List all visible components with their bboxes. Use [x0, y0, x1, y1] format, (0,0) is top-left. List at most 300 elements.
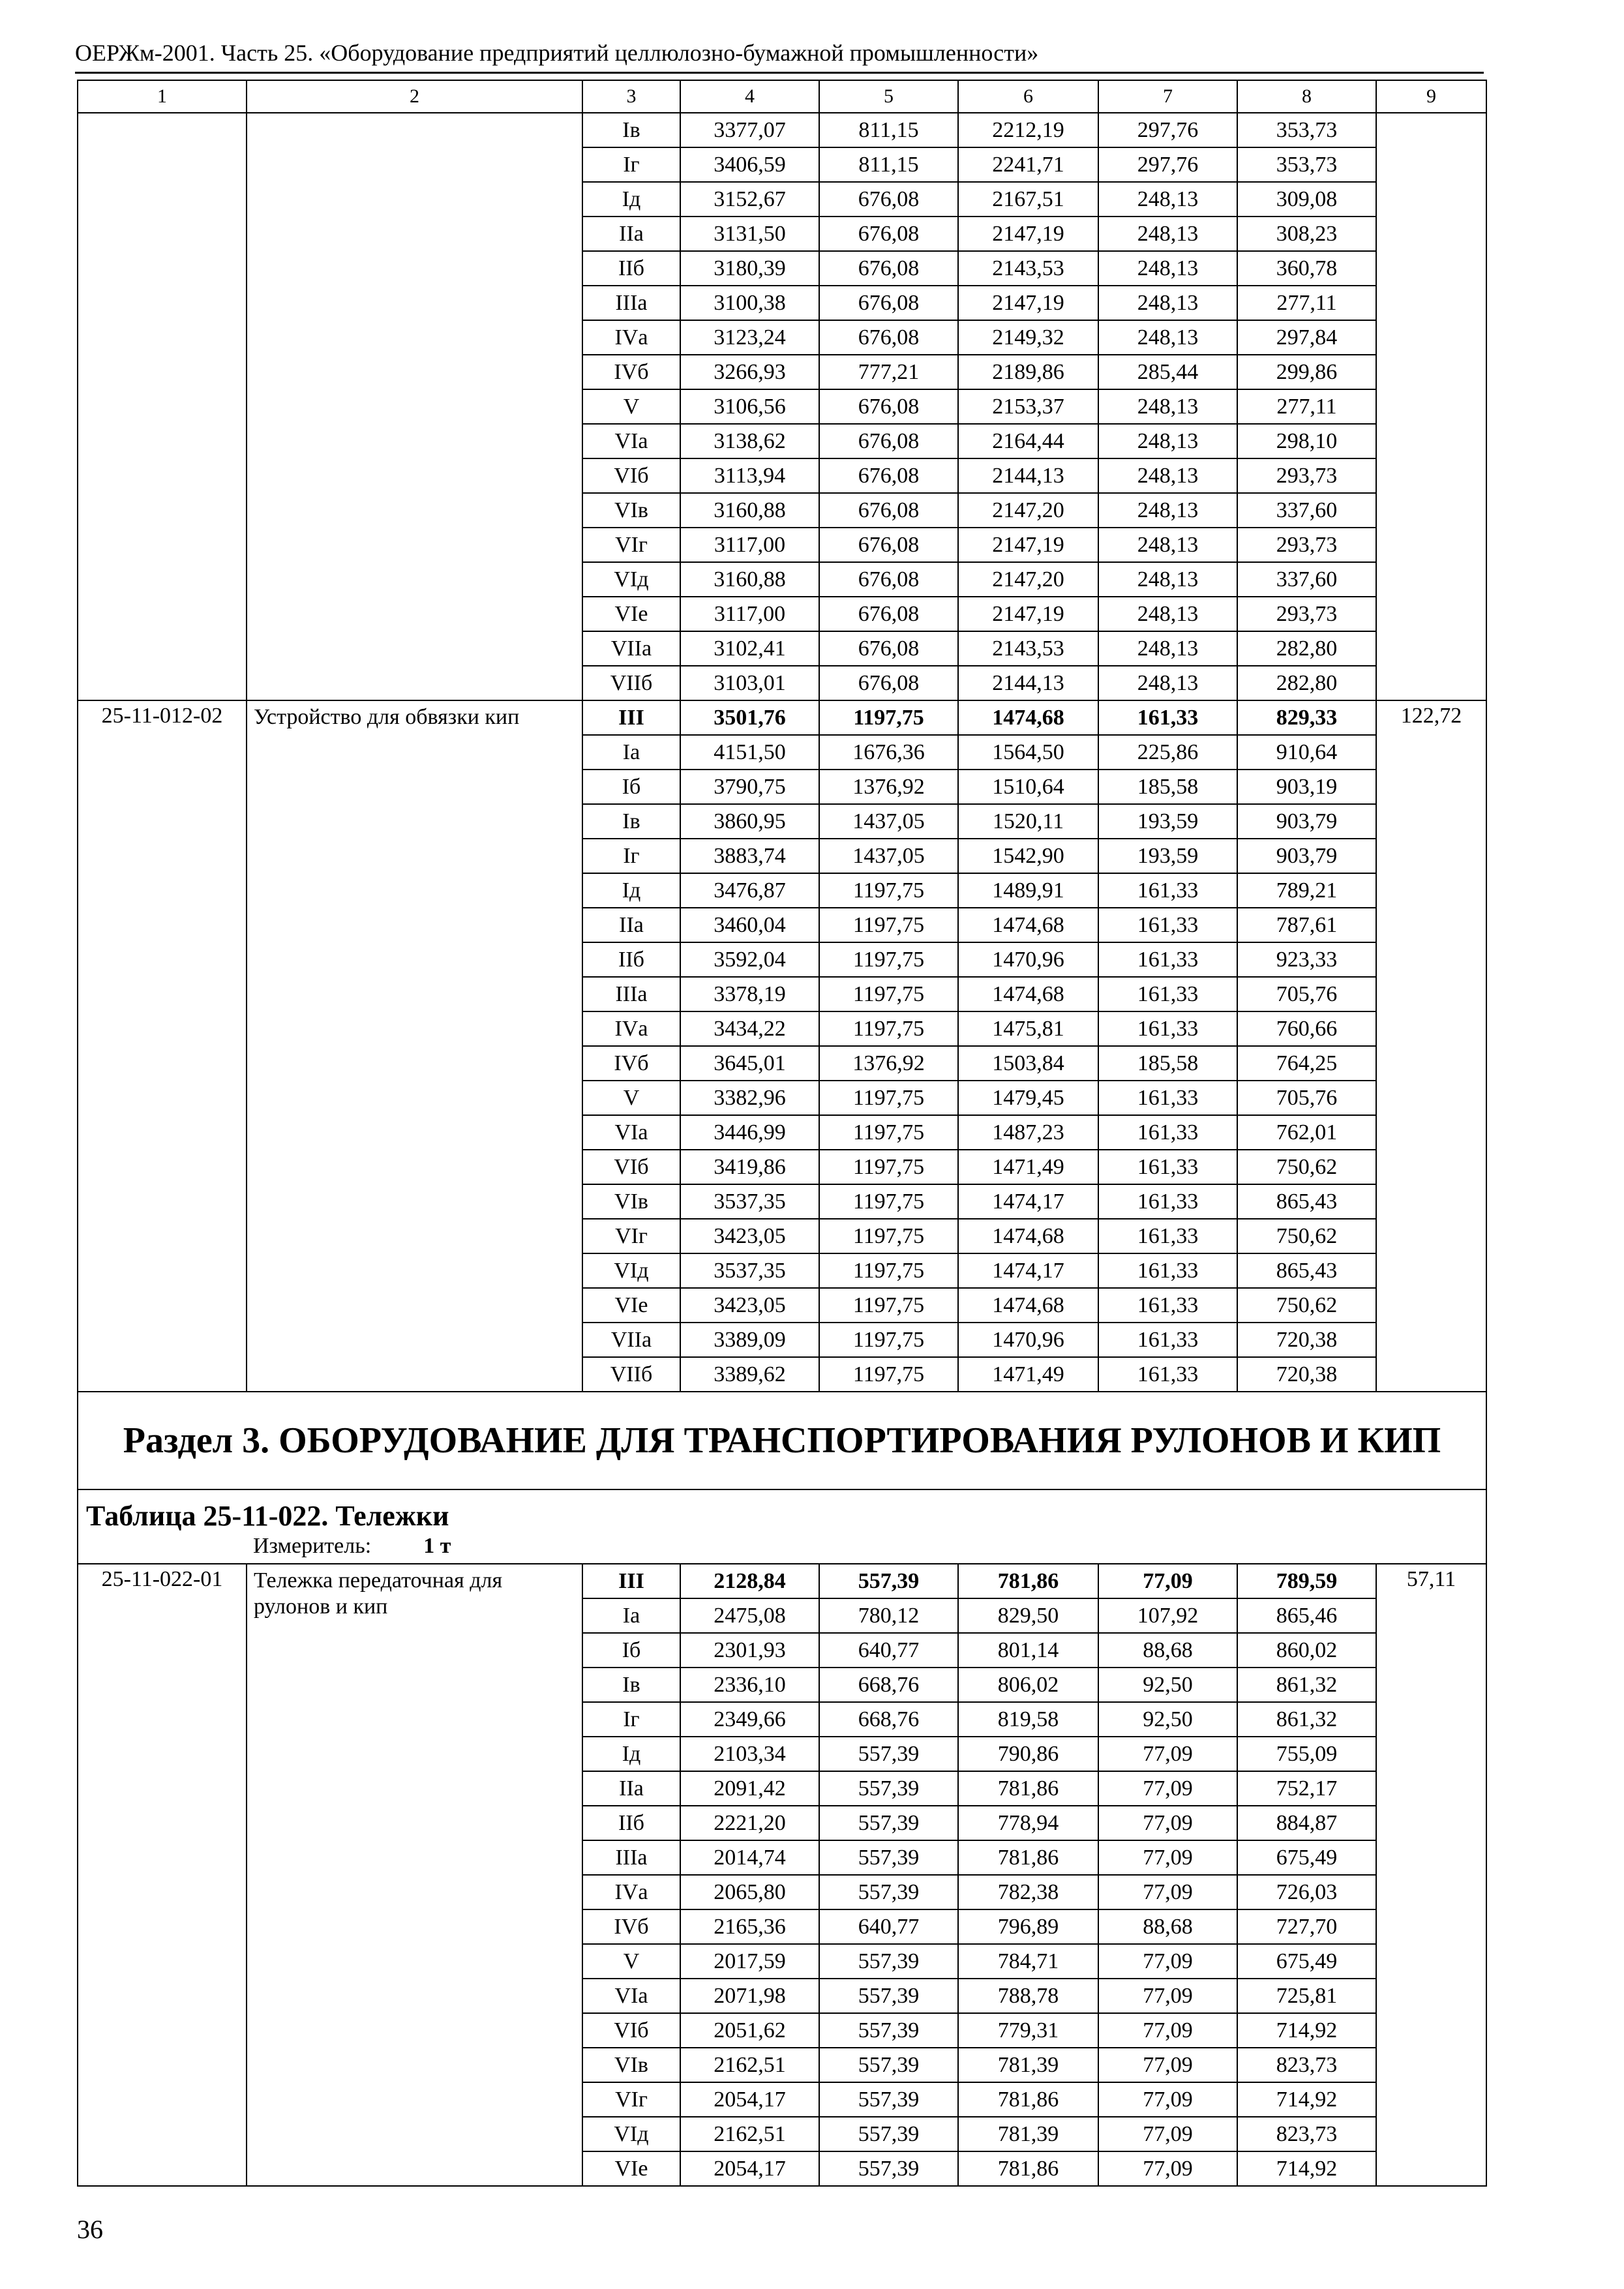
materials-cell: 789,59 [1237, 1564, 1376, 1598]
wages-cell: 1197,75 [819, 1150, 958, 1184]
materials-cell: 299,86 [1237, 355, 1376, 389]
operators-wages-cell: 193,59 [1098, 839, 1237, 873]
operators-wages-cell: 161,33 [1098, 700, 1237, 735]
operators-wages-cell: 161,33 [1098, 1219, 1237, 1253]
zone-cell: VIIа [582, 631, 680, 666]
zone-cell: IIа [582, 217, 680, 251]
materials-cell: 726,03 [1237, 1875, 1376, 1909]
materials-cell: 903,79 [1237, 839, 1376, 873]
operators-wages-cell: 161,33 [1098, 1357, 1237, 1392]
wages-cell: 557,39 [819, 1737, 958, 1771]
materials-cell: 293,73 [1237, 597, 1376, 631]
operators-wages-cell: 77,09 [1098, 2048, 1237, 2082]
zone-cell: Iв [582, 804, 680, 839]
operators-wages-cell: 248,13 [1098, 493, 1237, 528]
machines-cell: 1474,68 [958, 1219, 1098, 1253]
total-cost-cell: 3537,35 [680, 1253, 819, 1288]
wages-cell: 557,39 [819, 1771, 958, 1806]
machines-cell: 2143,53 [958, 251, 1098, 286]
machines-cell: 2144,13 [958, 458, 1098, 493]
total-cost-cell: 2162,51 [680, 2048, 819, 2082]
operators-wages-cell: 161,33 [1098, 1288, 1237, 1323]
machines-cell: 782,38 [958, 1875, 1098, 1909]
total-cost-cell: 3382,96 [680, 1081, 819, 1115]
materials-cell: 705,76 [1237, 977, 1376, 1011]
rate-name: Устройство для обвязки кип [247, 700, 582, 1392]
machines-cell: 2147,19 [958, 597, 1098, 631]
operators-wages-cell: 248,13 [1098, 597, 1237, 631]
machines-cell: 781,86 [958, 1564, 1098, 1598]
total-cost-cell: 2014,74 [680, 1840, 819, 1875]
materials-cell: 298,10 [1237, 424, 1376, 458]
zone-cell: IIб [582, 1806, 680, 1840]
wages-cell: 557,39 [819, 1979, 958, 2013]
column-number: 5 [819, 80, 958, 113]
wages-cell: 1197,75 [819, 1219, 958, 1253]
total-cost-cell: 2475,08 [680, 1598, 819, 1633]
wages-cell: 676,08 [819, 597, 958, 631]
table-caption [78, 1489, 1486, 1564]
wages-cell: 811,15 [819, 113, 958, 147]
zone-cell: Iв [582, 1668, 680, 1702]
wages-cell: 557,39 [819, 1875, 958, 1909]
machines-cell: 1487,23 [958, 1115, 1098, 1150]
total-cost-cell: 3160,88 [680, 562, 819, 597]
table-row [78, 700, 1486, 735]
machines-cell: 784,71 [958, 1944, 1098, 1979]
zone-cell: VIIа [582, 1323, 680, 1357]
materials-cell: 760,66 [1237, 1011, 1376, 1046]
rates-table [77, 80, 1487, 2187]
materials-cell: 714,92 [1237, 2151, 1376, 2186]
total-cost-cell: 2051,62 [680, 2013, 819, 2048]
total-cost-cell: 2301,93 [680, 1633, 819, 1668]
machines-cell: 779,31 [958, 2013, 1098, 2048]
wages-cell: 1197,75 [819, 1357, 958, 1392]
operators-wages-cell: 185,58 [1098, 1046, 1237, 1081]
operators-wages-cell: 248,13 [1098, 424, 1237, 458]
operators-wages-cell: 88,68 [1098, 1633, 1237, 1668]
wages-cell: 557,39 [819, 2048, 958, 2082]
machines-cell: 781,86 [958, 2082, 1098, 2117]
wages-cell: 640,77 [819, 1633, 958, 1668]
materials-cell: 705,76 [1237, 1081, 1376, 1115]
operators-wages-cell: 92,50 [1098, 1702, 1237, 1737]
wages-cell: 557,39 [819, 2151, 958, 2186]
wages-cell: 1197,75 [819, 700, 958, 735]
labor-cost-cell: 122,72 [1376, 700, 1486, 1392]
machines-cell: 2212,19 [958, 113, 1098, 147]
total-cost-cell: 3423,05 [680, 1288, 819, 1323]
total-cost-cell: 2336,10 [680, 1668, 819, 1702]
operators-wages-cell: 92,50 [1098, 1668, 1237, 1702]
materials-cell: 903,79 [1237, 804, 1376, 839]
wages-cell: 1437,05 [819, 839, 958, 873]
rate-name: Тележка передаточная для рулонов и кип [247, 1564, 582, 2186]
column-number: 7 [1098, 80, 1237, 113]
table-row [78, 113, 1486, 147]
wages-cell: 1197,75 [819, 1115, 958, 1150]
machines-cell: 781,86 [958, 2151, 1098, 2186]
header-rule [75, 72, 1484, 74]
zone-cell: VIв [582, 2048, 680, 2082]
total-cost-cell: 3152,67 [680, 182, 819, 217]
machines-cell: 2147,19 [958, 528, 1098, 562]
zone-cell: VIе [582, 1288, 680, 1323]
machines-cell: 2189,86 [958, 355, 1098, 389]
machines-cell: 801,14 [958, 1633, 1098, 1668]
wages-cell: 676,08 [819, 217, 958, 251]
zone-cell: IIа [582, 908, 680, 942]
operators-wages-cell: 77,09 [1098, 2151, 1237, 2186]
materials-cell: 720,38 [1237, 1323, 1376, 1357]
wages-cell: 1197,75 [819, 908, 958, 942]
materials-cell: 750,62 [1237, 1288, 1376, 1323]
machines-cell: 781,86 [958, 1771, 1098, 1806]
table-title: Таблица 25-11-022. Тележки [86, 1500, 449, 1532]
materials-cell: 752,17 [1237, 1771, 1376, 1806]
machines-cell: 1520,11 [958, 804, 1098, 839]
zone-cell: IIа [582, 1771, 680, 1806]
operators-wages-cell: 161,33 [1098, 1081, 1237, 1115]
machines-cell: 1489,91 [958, 873, 1098, 908]
column-number-row [78, 80, 1486, 113]
materials-cell: 750,62 [1237, 1219, 1376, 1253]
materials-cell: 865,43 [1237, 1253, 1376, 1288]
wages-cell: 1197,75 [819, 1081, 958, 1115]
wages-cell: 1197,75 [819, 977, 958, 1011]
materials-cell: 720,38 [1237, 1357, 1376, 1392]
wages-cell: 557,39 [819, 1840, 958, 1875]
operators-wages-cell: 77,09 [1098, 2082, 1237, 2117]
machines-cell: 1474,17 [958, 1253, 1098, 1288]
zone-cell: IVб [582, 1046, 680, 1081]
operators-wages-cell: 107,92 [1098, 1598, 1237, 1633]
zone-cell: IVа [582, 1875, 680, 1909]
zone-cell: VIб [582, 1150, 680, 1184]
machines-cell: 796,89 [958, 1909, 1098, 1944]
total-cost-cell: 3645,01 [680, 1046, 819, 1081]
materials-cell: 675,49 [1237, 1840, 1376, 1875]
operators-wages-cell: 161,33 [1098, 1323, 1237, 1357]
total-cost-cell: 3378,19 [680, 977, 819, 1011]
zone-cell: IIб [582, 251, 680, 286]
operators-wages-cell: 248,13 [1098, 251, 1237, 286]
total-cost-cell: 3434,22 [680, 1011, 819, 1046]
machines-cell: 2149,32 [958, 320, 1098, 355]
column-number: 1 [78, 80, 247, 113]
machines-cell: 806,02 [958, 1668, 1098, 1702]
total-cost-cell: 3266,93 [680, 355, 819, 389]
total-cost-cell: 3423,05 [680, 1219, 819, 1253]
total-cost-cell: 3592,04 [680, 942, 819, 977]
machines-cell: 1479,45 [958, 1081, 1098, 1115]
operators-wages-cell: 77,09 [1098, 2013, 1237, 2048]
materials-cell: 714,92 [1237, 2082, 1376, 2117]
zone-cell: VIв [582, 493, 680, 528]
materials-cell: 353,73 [1237, 113, 1376, 147]
rate-code: 25-11-012-02 [78, 700, 247, 1392]
total-cost-cell: 3123,24 [680, 320, 819, 355]
zone-cell: IVа [582, 1011, 680, 1046]
materials-cell: 884,87 [1237, 1806, 1376, 1840]
materials-cell: 308,23 [1237, 217, 1376, 251]
wages-cell: 557,39 [819, 1944, 958, 1979]
machines-cell: 781,39 [958, 2048, 1098, 2082]
materials-cell: 787,61 [1237, 908, 1376, 942]
zone-cell: VIг [582, 528, 680, 562]
total-cost-cell: 3102,41 [680, 631, 819, 666]
operators-wages-cell: 77,09 [1098, 1840, 1237, 1875]
total-cost-cell: 3389,09 [680, 1323, 819, 1357]
wages-cell: 1197,75 [819, 1011, 958, 1046]
zone-cell: V [582, 1081, 680, 1115]
operators-wages-cell: 248,13 [1098, 320, 1237, 355]
machines-cell: 1564,50 [958, 735, 1098, 770]
total-cost-cell: 3419,86 [680, 1150, 819, 1184]
materials-cell: 860,02 [1237, 1633, 1376, 1668]
wages-cell: 676,08 [819, 493, 958, 528]
wages-cell: 1437,05 [819, 804, 958, 839]
column-number: 4 [680, 80, 819, 113]
materials-cell: 762,01 [1237, 1115, 1376, 1150]
zone-cell: Iг [582, 1702, 680, 1737]
labor-cost-cell [1376, 113, 1486, 700]
zone-cell: VIг [582, 1219, 680, 1253]
zone-cell: Iб [582, 770, 680, 804]
total-cost-cell: 3377,07 [680, 113, 819, 147]
materials-cell: 861,32 [1237, 1668, 1376, 1702]
operators-wages-cell: 297,76 [1098, 147, 1237, 182]
wages-cell: 676,08 [819, 320, 958, 355]
machines-cell: 1475,81 [958, 1011, 1098, 1046]
section-row [78, 1392, 1486, 1489]
table-row [78, 1564, 1486, 1598]
wages-cell: 780,12 [819, 1598, 958, 1633]
operators-wages-cell: 161,33 [1098, 873, 1237, 908]
total-cost-cell: 2017,59 [680, 1944, 819, 1979]
wages-cell: 676,08 [819, 631, 958, 666]
wages-cell: 668,76 [819, 1668, 958, 1702]
machines-cell: 829,50 [958, 1598, 1098, 1633]
materials-cell: 353,73 [1237, 147, 1376, 182]
total-cost-cell: 3117,00 [680, 597, 819, 631]
materials-cell: 277,11 [1237, 389, 1376, 424]
materials-cell: 293,73 [1237, 528, 1376, 562]
zone-cell: Iа [582, 735, 680, 770]
machines-cell: 781,86 [958, 1840, 1098, 1875]
total-cost-cell: 2165,36 [680, 1909, 819, 1944]
machines-cell: 2167,51 [958, 182, 1098, 217]
machines-cell: 1470,96 [958, 1323, 1098, 1357]
wages-cell: 557,39 [819, 2013, 958, 2048]
table-caption-row [78, 1489, 1486, 1564]
section-title: Раздел 3. ОБОРУДОВАНИЕ ДЛЯ ТРАНСПОРТИРОВАНИЯ РУЛОНОВ И КИП [78, 1392, 1486, 1489]
materials-cell: 764,25 [1237, 1046, 1376, 1081]
zone-cell: Iа [582, 1598, 680, 1633]
materials-cell: 823,73 [1237, 2117, 1376, 2151]
zone-cell: V [582, 1944, 680, 1979]
total-cost-cell: 2221,20 [680, 1806, 819, 1840]
zone-cell: Iб [582, 1633, 680, 1668]
materials-cell: 714,92 [1237, 2013, 1376, 2048]
materials-cell: 282,80 [1237, 631, 1376, 666]
operators-wages-cell: 161,33 [1098, 1150, 1237, 1184]
operators-wages-cell: 285,44 [1098, 355, 1237, 389]
zone-cell: Iд [582, 1737, 680, 1771]
measure-value: 1 т [423, 1534, 451, 1558]
total-cost-cell: 3100,38 [680, 286, 819, 320]
wages-cell: 1197,75 [819, 1288, 958, 1323]
operators-wages-cell: 161,33 [1098, 908, 1237, 942]
wages-cell: 557,39 [819, 1806, 958, 1840]
zone-cell: Iг [582, 839, 680, 873]
labor-cost-cell: 57,11 [1376, 1564, 1486, 2186]
column-number: 9 [1376, 80, 1486, 113]
operators-wages-cell: 161,33 [1098, 1115, 1237, 1150]
materials-cell: 360,78 [1237, 251, 1376, 286]
operators-wages-cell: 161,33 [1098, 1253, 1237, 1288]
materials-cell: 337,60 [1237, 493, 1376, 528]
materials-cell: 923,33 [1237, 942, 1376, 977]
machines-cell: 1503,84 [958, 1046, 1098, 1081]
zone-cell: V [582, 389, 680, 424]
operators-wages-cell: 248,13 [1098, 631, 1237, 666]
wages-cell: 557,39 [819, 2082, 958, 2117]
materials-cell: 750,62 [1237, 1150, 1376, 1184]
zone-cell: IIIа [582, 286, 680, 320]
zone-cell: IIIа [582, 1840, 680, 1875]
total-cost-cell: 3790,75 [680, 770, 819, 804]
wages-cell: 676,08 [819, 528, 958, 562]
zone-cell: VIа [582, 424, 680, 458]
operators-wages-cell: 248,13 [1098, 458, 1237, 493]
zone-cell: VIа [582, 1115, 680, 1150]
wages-cell: 1197,75 [819, 1323, 958, 1357]
wages-cell: 676,08 [819, 286, 958, 320]
machines-cell: 2147,20 [958, 493, 1098, 528]
machines-cell: 1471,49 [958, 1150, 1098, 1184]
operators-wages-cell: 77,09 [1098, 2117, 1237, 2151]
measure-label: Измеритель: [253, 1534, 372, 1558]
wages-cell: 676,08 [819, 424, 958, 458]
operators-wages-cell: 77,09 [1098, 1737, 1237, 1771]
operators-wages-cell: 77,09 [1098, 1979, 1237, 2013]
machines-cell: 2153,37 [958, 389, 1098, 424]
total-cost-cell: 3476,87 [680, 873, 819, 908]
total-cost-cell: 2162,51 [680, 2117, 819, 2151]
page-number: 36 [77, 2215, 103, 2244]
machines-cell: 1474,68 [958, 1288, 1098, 1323]
measure-unit [78, 1533, 1486, 1559]
machines-cell: 1474,68 [958, 700, 1098, 735]
materials-cell: 755,09 [1237, 1737, 1376, 1771]
zone-cell: Iд [582, 873, 680, 908]
total-cost-cell: 4151,50 [680, 735, 819, 770]
rate-code: 25-11-022-01 [78, 1564, 247, 2186]
total-cost-cell: 2054,17 [680, 2151, 819, 2186]
operators-wages-cell: 248,13 [1098, 217, 1237, 251]
operators-wages-cell: 193,59 [1098, 804, 1237, 839]
machines-cell: 2147,20 [958, 562, 1098, 597]
materials-cell: 865,43 [1237, 1184, 1376, 1219]
operators-wages-cell: 161,33 [1098, 942, 1237, 977]
zone-cell: VIг [582, 2082, 680, 2117]
materials-cell: 727,70 [1237, 1909, 1376, 1944]
operators-wages-cell: 77,09 [1098, 1944, 1237, 1979]
zone-cell: VIд [582, 2117, 680, 2151]
total-cost-cell: 3131,50 [680, 217, 819, 251]
materials-cell: 865,46 [1237, 1598, 1376, 1633]
operators-wages-cell: 248,13 [1098, 286, 1237, 320]
wages-cell: 640,77 [819, 1909, 958, 1944]
total-cost-cell: 3117,00 [680, 528, 819, 562]
zone-cell: III [582, 700, 680, 735]
operators-wages-cell: 161,33 [1098, 1184, 1237, 1219]
wages-cell: 1376,92 [819, 1046, 958, 1081]
zone-cell: Iд [582, 182, 680, 217]
machines-cell: 1510,64 [958, 770, 1098, 804]
wages-cell: 1376,92 [819, 770, 958, 804]
machines-cell: 790,86 [958, 1737, 1098, 1771]
operators-wages-cell: 161,33 [1098, 1011, 1237, 1046]
wages-cell: 557,39 [819, 1564, 958, 1598]
operators-wages-cell: 248,13 [1098, 182, 1237, 217]
wages-cell: 1197,75 [819, 942, 958, 977]
wages-cell: 1676,36 [819, 735, 958, 770]
wages-cell: 676,08 [819, 251, 958, 286]
operators-wages-cell: 297,76 [1098, 113, 1237, 147]
total-cost-cell: 2071,98 [680, 1979, 819, 2013]
zone-cell: Iв [582, 113, 680, 147]
total-cost-cell: 3103,01 [680, 666, 819, 700]
column-number: 8 [1237, 80, 1376, 113]
machines-cell: 2164,44 [958, 424, 1098, 458]
materials-cell: 725,81 [1237, 1979, 1376, 2013]
zone-cell: VIе [582, 2151, 680, 2186]
machines-cell: 1542,90 [958, 839, 1098, 873]
materials-cell: 823,73 [1237, 2048, 1376, 2082]
operators-wages-cell: 225,86 [1098, 735, 1237, 770]
machines-cell: 1474,17 [958, 1184, 1098, 1219]
zone-cell: IIIа [582, 977, 680, 1011]
total-cost-cell: 3138,62 [680, 424, 819, 458]
machines-cell: 2241,71 [958, 147, 1098, 182]
materials-cell: 297,84 [1237, 320, 1376, 355]
column-number: 2 [247, 80, 582, 113]
total-cost-cell: 3160,88 [680, 493, 819, 528]
materials-cell: 282,80 [1237, 666, 1376, 700]
zone-cell: VIд [582, 562, 680, 597]
materials-cell: 277,11 [1237, 286, 1376, 320]
total-cost-cell: 3883,74 [680, 839, 819, 873]
operators-wages-cell: 161,33 [1098, 977, 1237, 1011]
total-cost-cell: 3389,62 [680, 1357, 819, 1392]
total-cost-cell: 3106,56 [680, 389, 819, 424]
wages-cell: 668,76 [819, 1702, 958, 1737]
zone-cell: IIб [582, 942, 680, 977]
materials-cell: 675,49 [1237, 1944, 1376, 1979]
materials-cell: 789,21 [1237, 873, 1376, 908]
total-cost-cell: 2349,66 [680, 1702, 819, 1737]
materials-cell: 309,08 [1237, 182, 1376, 217]
column-number: 3 [582, 80, 680, 113]
machines-cell: 1474,68 [958, 908, 1098, 942]
column-number: 6 [958, 80, 1098, 113]
machines-cell: 2143,53 [958, 631, 1098, 666]
zone-cell: VIд [582, 1253, 680, 1288]
materials-cell: 293,73 [1237, 458, 1376, 493]
